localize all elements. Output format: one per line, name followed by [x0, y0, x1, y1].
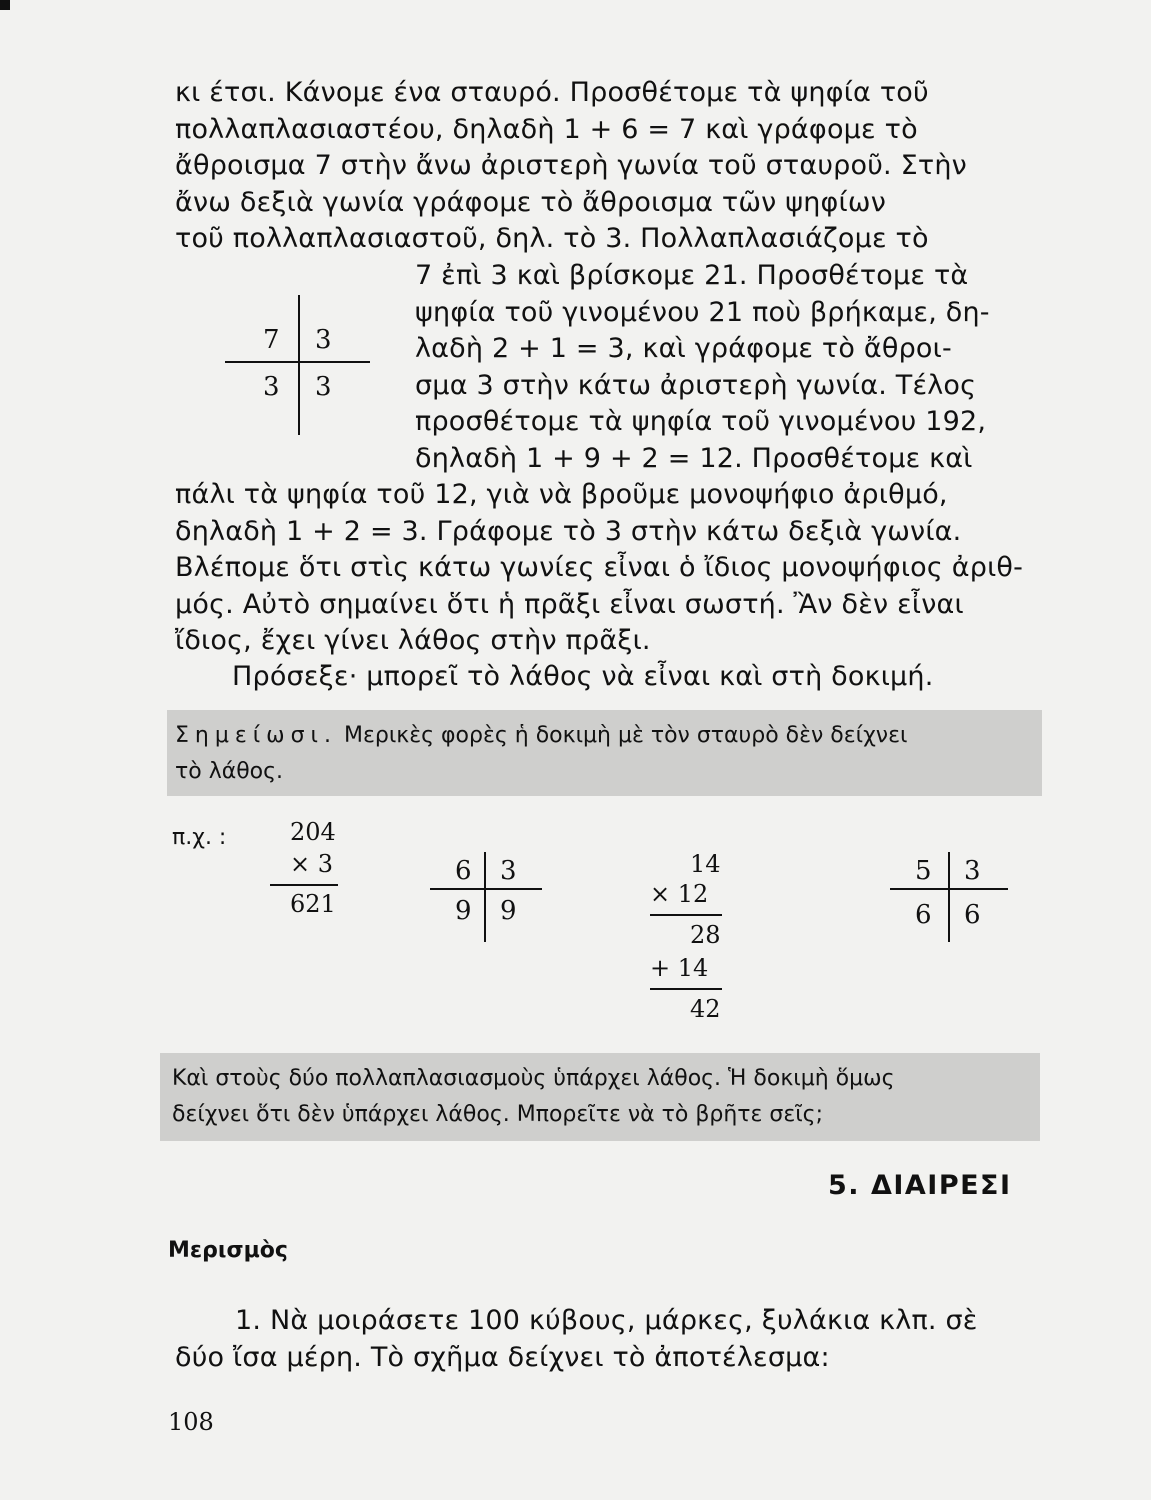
text-line: μός. Αὐτὸ σημαίνει ὅτι ἡ πρᾶξι εἶναι σωστή. Ἂν δὲν εἶναι	[175, 588, 964, 620]
mult2-rule-1	[650, 914, 722, 916]
text-line: 1. Νὰ μοιράσετε 100 κύβους, μάρκες, ξυλάκια κλπ. σὲ	[235, 1305, 978, 1336]
text-line: πάλι τὰ ψηφία τοῦ 12, γιὰ νὰ βροῦμε μονοψήφιο ἀριθμό,	[175, 479, 948, 510]
text-line: λαδὴ 2 + 1 = 3, καὶ γράφομε τὸ ἄθροι-	[415, 333, 952, 365]
wrap-paragraph	[415, 258, 1035, 478]
cross-vertical-line	[298, 295, 300, 435]
mult1-rule	[270, 884, 338, 886]
bottom-paragraph	[175, 477, 1035, 660]
note-line-1	[175, 718, 907, 754]
exercise-paragraph	[175, 1303, 1035, 1376]
text-line: δηλαδὴ 1 + 9 + 2 = 12. Προσθέτομε καὶ	[415, 442, 973, 474]
cross-top-right: 3	[964, 856, 981, 886]
note-box	[167, 710, 1042, 796]
cross-bottom-left: 3	[263, 372, 280, 402]
cross-bottom-right: 3	[315, 372, 332, 402]
warning-text: Πρόσεξε· μπορεῖ τὸ λάθος νὰ εἶναι καὶ στὴ δοκιμή.	[232, 661, 934, 692]
top-paragraph	[175, 75, 1035, 258]
text-line: ἴδιος, ἔχει γίνει λάθος στὴν πρᾶξι.	[175, 625, 651, 657]
text-line: πολλαπλασιαστέου, δηλαδὴ 1 + 6 = 7 καὶ γράφομε τὸ	[175, 113, 918, 145]
cross-horizontal-line	[225, 361, 370, 363]
page-number: 108	[168, 1408, 214, 1436]
mult2-bottom: × 12	[650, 880, 709, 908]
text-line: ἄνω δεξιὰ γωνία γράφομε τὸ ἄθροισμα τῶν ψηφίων	[175, 186, 886, 218]
section-heading: 5. ΔΙΑΙΡΕΣΙ	[828, 1170, 1012, 1201]
cross-top-left: 5	[915, 856, 932, 886]
text-line: δύο ἴσα μέρη. Τὸ σχῆμα δείχνει τὸ ἀποτέλεσμα:	[175, 1341, 830, 1373]
mult2-result: 42	[690, 995, 721, 1023]
scan-corner-mark	[0, 0, 10, 10]
mult1-result: 621	[290, 890, 336, 918]
check-cross-2	[890, 852, 1010, 942]
note2-box	[160, 1053, 1040, 1141]
text-line: προσθέτομε τὰ ψηφία τοῦ γινομένου 192,	[415, 406, 987, 438]
cross-horizontal-line	[890, 888, 1008, 890]
mult2-partial-2: + 14	[650, 954, 709, 982]
cross-top-right: 3	[500, 856, 517, 886]
text-line: ψηφία τοῦ γινομένου 21 ποὺ βρήκαμε, δη-	[415, 296, 990, 328]
note2-line: Καὶ στοὺς δύο πολλαπλασιασμοὺς ὑπάρχει λάθος. Ἡ δοκιμὴ ὅμως	[172, 1066, 895, 1091]
note2-line: δείχνει ὅτι δὲν ὑπάρχει λάθος. Μπορεῖτε νὰ τὸ βρῆτε σεῖς;	[172, 1102, 823, 1127]
note-line-2: τὸ λάθος.	[175, 759, 284, 784]
mult2-partial-1: 28	[690, 921, 721, 949]
warning-line	[232, 659, 992, 696]
text-line: σμα 3 στὴν κάτω ἀριστερὴ γωνία. Τέλος	[415, 369, 977, 401]
check-cross-1	[430, 852, 545, 942]
note-label: Σημείωσι.	[175, 723, 337, 748]
cross-vertical-line	[484, 852, 486, 942]
text-line: ἄθροισμα 7 στὴν ἄνω ἀριστερὴ γωνία τοῦ σταυροῦ. Στὴν	[175, 150, 967, 182]
text-line: 7 ἐπὶ 3 καὶ βρίσκομε 21. Προσθέτομε τὰ	[415, 260, 969, 291]
mult1-top: 204	[290, 818, 336, 846]
text-line: κι έτσι. Κάνομε ένα σταυρό. Προσθέτομε τὰ ψηφία τοῦ	[175, 77, 929, 108]
text-line: δηλαδὴ 1 + 2 = 3. Γράφομε τὸ 3 στὴν κάτω δεξιὰ γωνία.	[175, 515, 962, 547]
check-cross-main	[225, 295, 375, 435]
cross-top-right: 3	[315, 325, 332, 355]
cross-top-left: 6	[455, 856, 472, 886]
subsection-heading: Μερισμὸς	[168, 1238, 288, 1263]
cross-horizontal-line	[430, 888, 542, 890]
cross-top-left: 7	[263, 325, 280, 355]
note-text: Μερικὲς φορὲς ἡ δοκιμὴ μὲ τὸν σταυρὸ δὲν δείχνει	[343, 723, 908, 748]
cross-bottom-left: 6	[915, 900, 932, 930]
cross-bottom-left: 9	[455, 896, 472, 926]
text-line: Βλέπομε ὅτι στὶς κάτω γωνίες εἶναι ὁ ἴδιος μονοψήφιος ἀριθ-	[175, 552, 1024, 584]
text-line: τοῦ πολλαπλασιαστοῦ, δηλ. τὸ 3. Πολλαπλασιάζομε τὸ	[175, 223, 929, 255]
example-label: π.χ. :	[172, 825, 227, 850]
mult2-rule-2	[650, 988, 722, 990]
cross-vertical-line	[948, 852, 950, 942]
mult2-top: 14	[690, 850, 721, 878]
cross-bottom-right: 6	[964, 900, 981, 930]
cross-bottom-right: 9	[500, 896, 517, 926]
mult1-bottom: × 3	[290, 850, 334, 878]
